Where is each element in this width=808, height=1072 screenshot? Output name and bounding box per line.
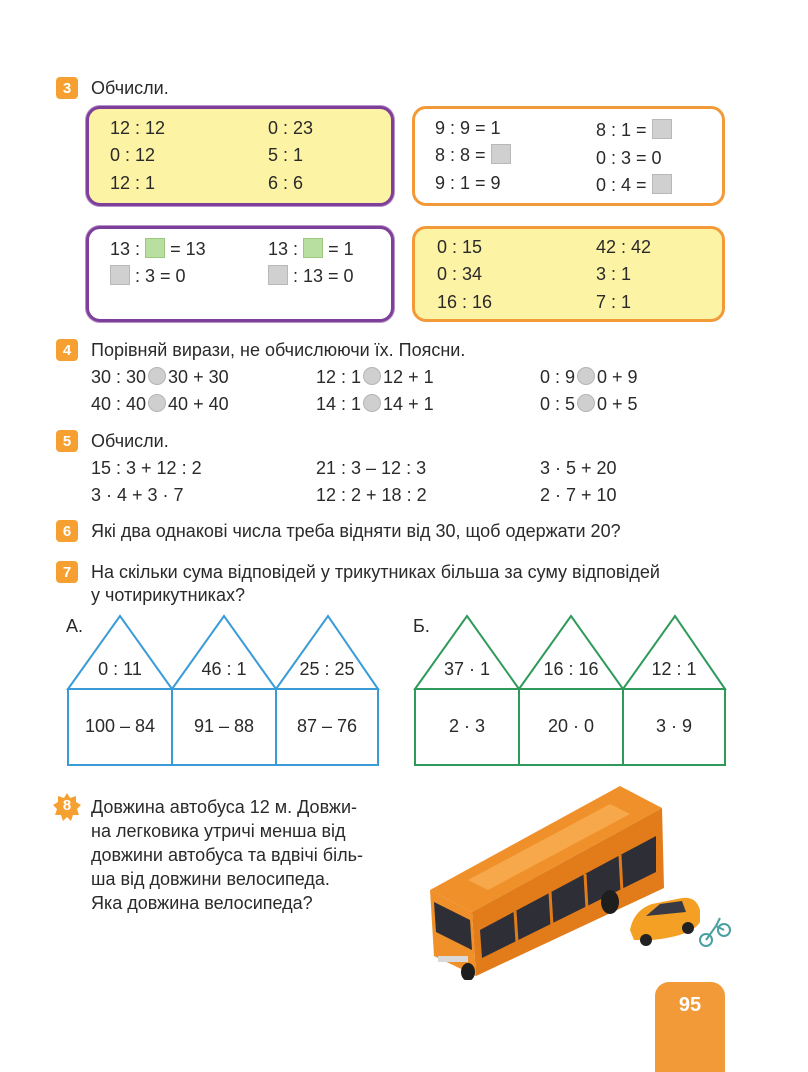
task-7-text-line-2: у чотирикутниках? [91,585,245,605]
compare-circle [148,367,166,385]
triangle-expression: 12 : 1 [651,659,697,679]
task-6-badge: 6 [56,520,78,542]
task-4-title: Порівняй вирази, не обчислюючи їх. Поясни. [91,340,466,360]
expression [110,238,206,260]
expression-text: 12 + 1 [383,367,434,387]
task-8-line-4: ша від довжини велосипеда. [91,869,330,889]
task-7-badge: 7 [56,561,78,583]
task-4-badge: 4 [56,339,78,361]
expression-text: 14 + 1 [383,394,434,414]
expression: 0 : 34 [437,264,483,284]
expression: 0 : 12 [110,145,156,165]
square-expression: 20 · 0 [547,716,595,736]
expression-text: 40 : 40 [91,394,147,414]
expression: 42 : 42 [596,237,652,257]
expression: 3 : 1 [596,264,632,284]
expression-text: 13 : [110,239,141,259]
expression-text: 0 : 4 = [596,175,647,195]
task-8-line-5: Яка довжина велосипеда? [91,893,313,913]
group-b-label: Б. [413,616,430,636]
compare-circle [577,367,595,385]
expression: 9 : 1 = 9 [435,173,501,193]
expression: 12 : 12 [110,118,166,138]
expression [596,119,672,141]
square-expression: 91 – 88 [193,716,255,736]
group-a-houses [66,612,380,768]
expression: 7 : 1 [596,292,632,312]
task-7-text-line-1: На скільки сума відповідей у трикутниках більша за суму відповідей [91,562,660,582]
comparison [316,366,434,388]
expression: 12 : 1 [110,173,156,193]
triangle-expression: 37 · 1 [443,659,491,679]
expression [596,174,672,196]
square-expression: 87 – 76 [296,716,358,736]
task-3-title: Обчисли. [91,78,169,98]
blank-square [303,238,323,258]
expression: 21 : 3 – 12 : 3 [316,458,427,478]
expression-text: 0 + 5 [597,394,638,414]
expression: 5 : 1 [268,145,304,165]
comparison [91,393,229,415]
comparison [91,366,229,388]
comparison [316,393,434,415]
expression-text: 13 : [268,239,299,259]
expression: 0 : 15 [437,237,483,257]
comparison [540,393,638,415]
expression-text: 40 + 40 [168,394,229,414]
task-5-title: Обчисли. [91,431,169,451]
expression [268,238,354,260]
square-expression: 3 · 9 [655,716,693,736]
expression: 12 : 2 + 18 : 2 [316,485,427,505]
expression-text: 30 + 30 [168,367,229,387]
blank-square [652,119,672,139]
expression-text: : 3 = 0 [135,266,186,286]
expression: 0 : 3 = 0 [596,148,662,168]
expression-text: 0 : 5 [540,394,576,414]
blank-square [652,174,672,194]
expression: 2 · 7 + 10 [540,485,617,505]
triangle-expression: 16 : 16 [543,659,599,679]
compare-circle [577,394,595,412]
bus-car-bicycle-illustration [420,780,740,980]
task-8-line-2: на легковика утричі менша від [91,821,346,841]
bicycle-icon [700,918,730,946]
expression: 0 : 23 [268,118,314,138]
expression [268,265,354,287]
comparison [540,366,638,388]
triangle-expression: 25 : 25 [299,659,355,679]
compare-circle [363,394,381,412]
expression [110,265,186,287]
expression: 3 · 5 + 20 [540,458,617,478]
expression-text: = 13 [170,239,206,259]
task-3-badge: 3 [56,77,78,99]
page-number: 95 [678,994,702,1016]
expression-text: 8 : 1 = [596,120,647,140]
task-8-line-3: довжини автобуса та вдвічі біль- [91,845,363,865]
expression-text: 0 + 9 [597,367,638,387]
expression: 6 : 6 [268,173,304,193]
expression-text: : 13 = 0 [293,266,354,286]
expression-text: 12 : 1 [316,367,362,387]
expression: 15 : 3 + 12 : 2 [91,458,202,478]
square-expression: 2 · 3 [448,716,486,736]
compare-circle [363,367,381,385]
expression: 9 : 9 = 1 [435,118,501,138]
expression-text: = 1 [328,239,354,259]
square-expression: 100 – 84 [84,716,156,736]
blank-square [491,144,511,164]
triangle-expression: 0 : 11 [98,659,142,679]
group-a-label: А. [66,616,84,636]
task-6-text: Які два однакові числа треба відняти від 30, щоб одержати 20? [91,521,621,541]
group-b-houses [413,612,727,768]
task-5-badge: 5 [56,430,78,452]
expression-text: 0 : 9 [540,367,576,387]
blank-square [145,238,165,258]
blank-square [110,265,130,285]
triangle-expression: 46 : 1 [201,659,247,679]
expression-text: 8 : 8 = [435,145,486,165]
compare-circle [148,394,166,412]
expression-text: 14 : 1 [316,394,362,414]
expression [435,144,511,166]
task-8-line-1: Довжина автобуса 12 м. Довжи- [91,797,358,817]
expression-text: 30 : 30 [91,367,147,387]
expression: 3 · 4 + 3 · 7 [91,485,184,505]
blank-square [268,265,288,285]
task-8-number: 8 [62,797,72,814]
expression: 16 : 16 [437,292,493,312]
